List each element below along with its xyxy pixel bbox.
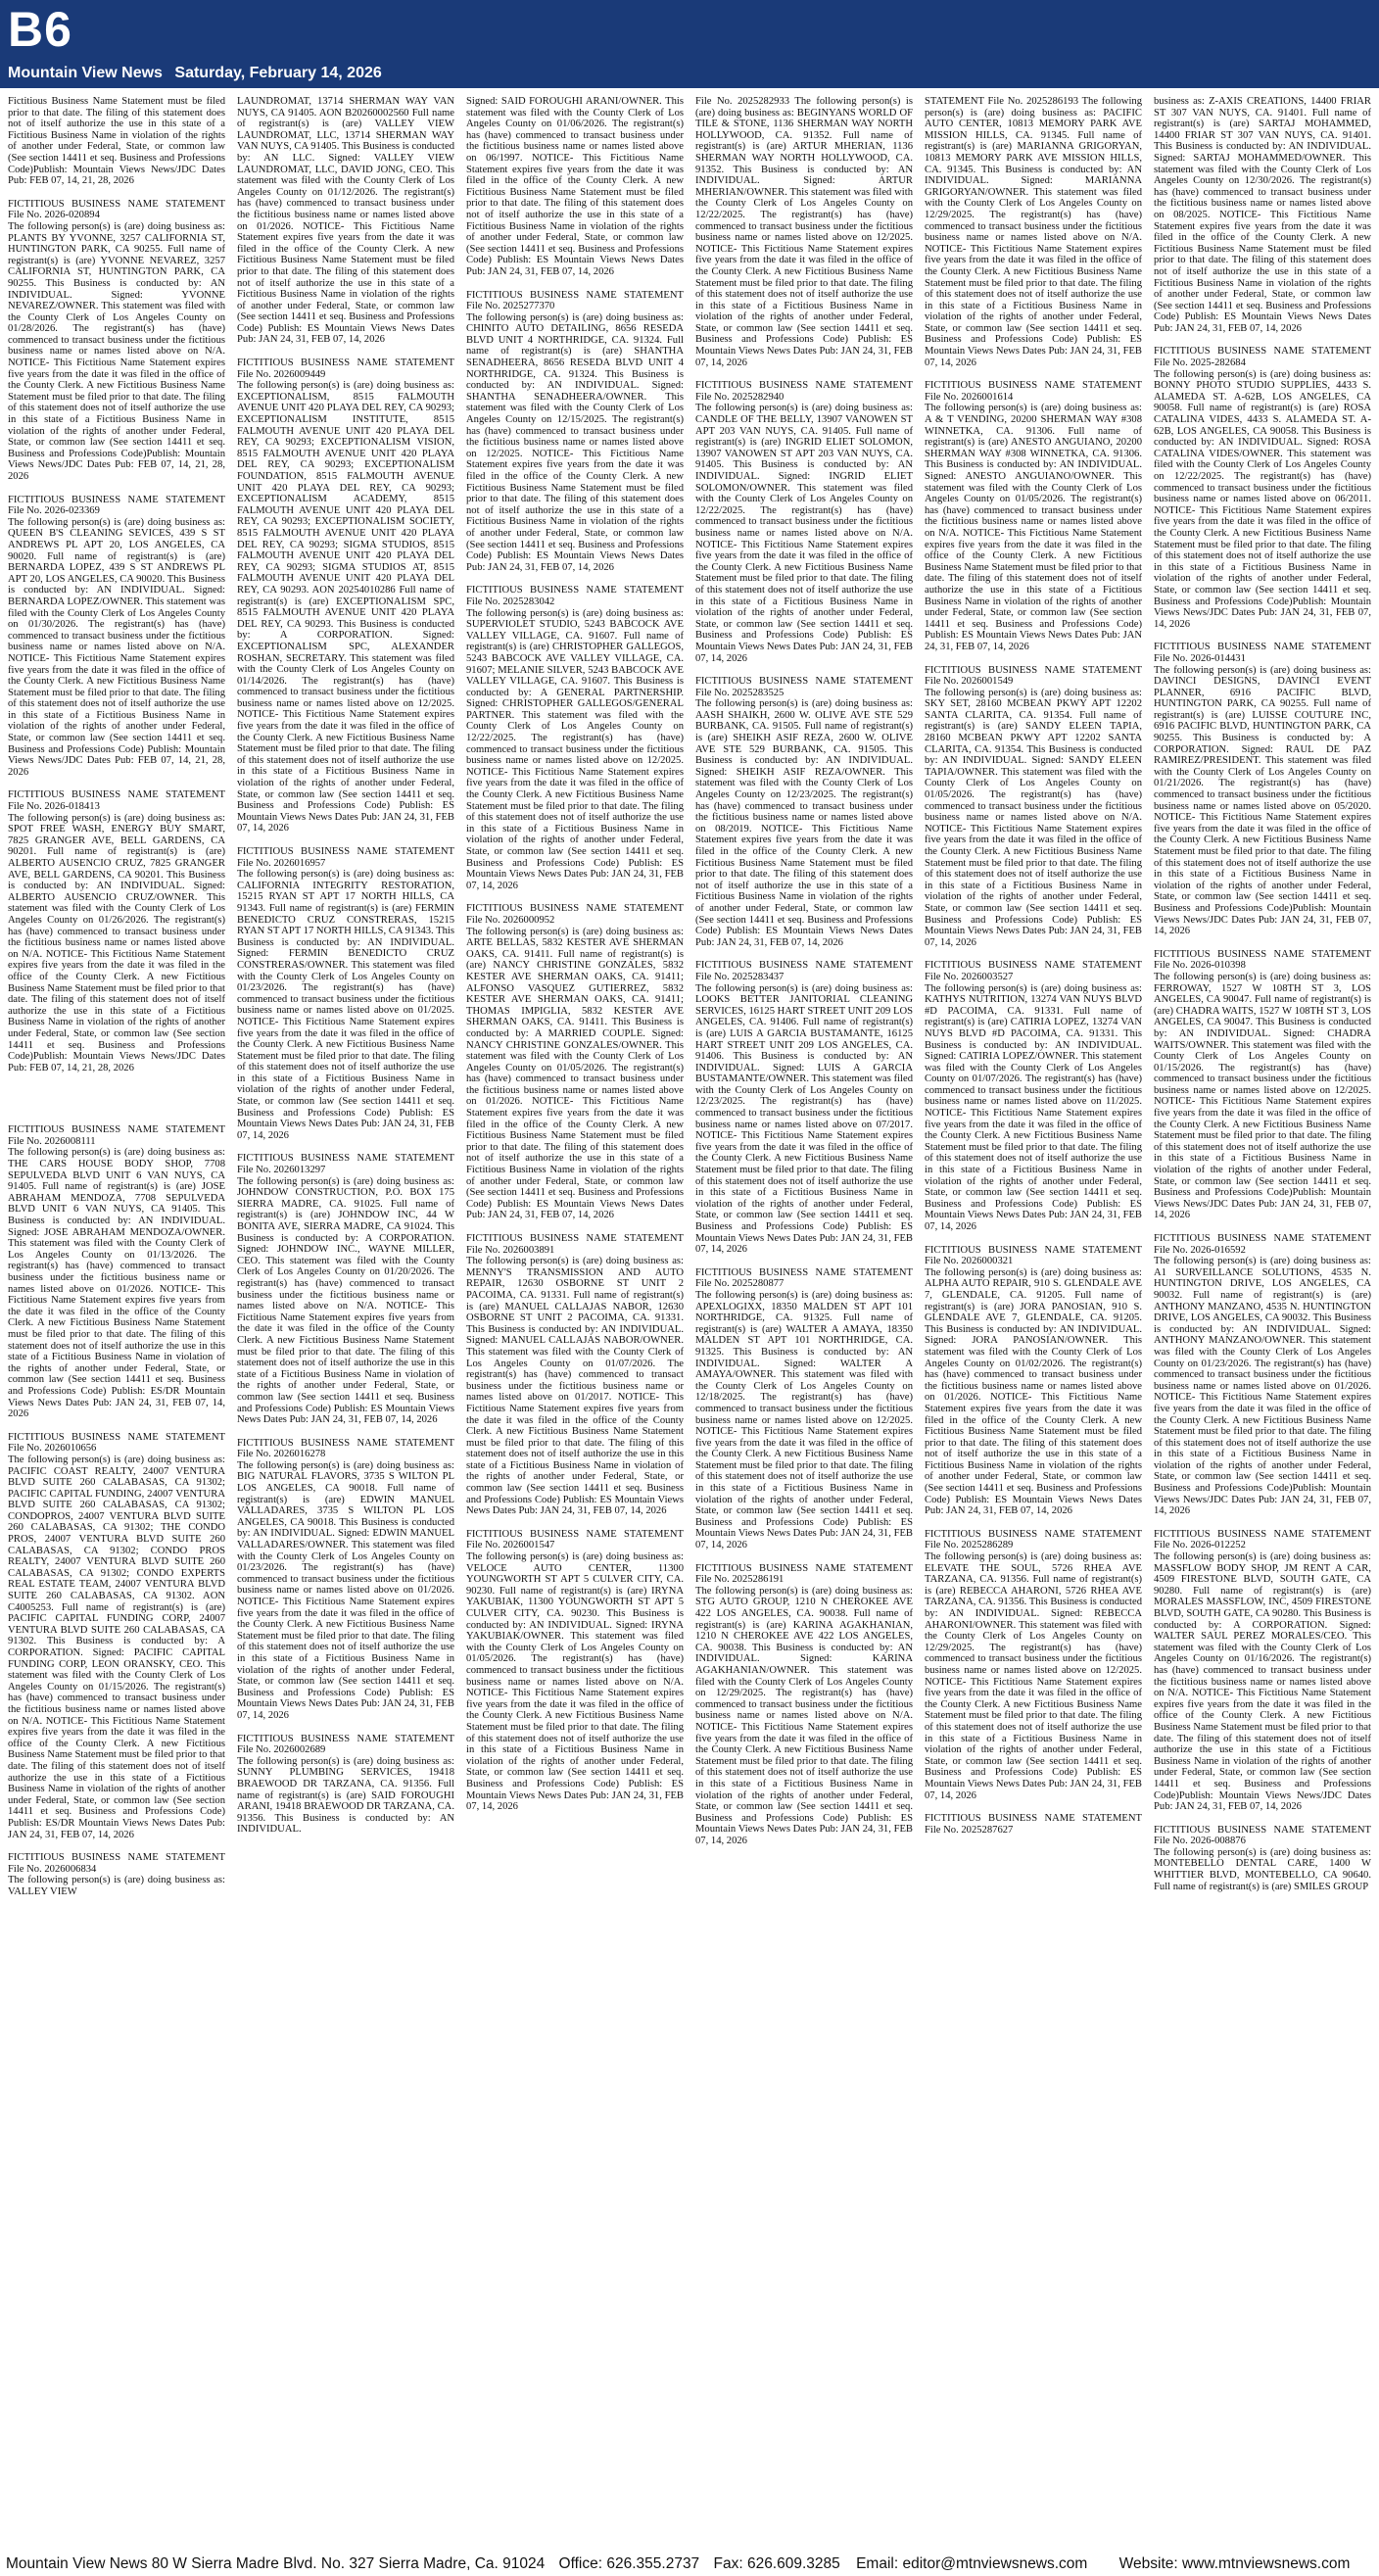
notice-heading: FICTITIOUS BUSINESS NAME STATEMENT File No. 2025286191 (695, 1562, 913, 1586)
notice-heading: FICTITIOUS BUSINESS NAME STATEMENT File No. 2026-023369 (8, 494, 225, 517)
notice-body: The following person(s) is (are) doing business as: STG AUTO GROUP, 1210 N CHEROKEE AVE 422 LOS ANGELES, CA. 90038. Full name of registrant(s) is (are) KARINA AGAKHANIAN, 1210 N CHEROKEE AVE 422 LOS ANGELES, CA. 90038. This Business is conducted by: AN INDIVIDUAL. Signed: KARINA AGAKHANIAN/OWNER. This statement was filed with the County Clerk of Los Angeles County on 12/29/2025. The registrant(s) has (have) commenced to transact business under the fictitious business name or names listed above on N/A. NOTICE- This Fictitious Name Statement expires five years from the date it was filed in the office of the County Clerk. A new Fictitious Business Name Statement must be filed prior to that date. The filing of this statement does not of itself authorize the use in this state of a Fictitious Business Name in violation of the rights of another under Federal, State, or common law (See section 14411 et seq. Business and Professions Code) Publish: ES Mountain Views News Dates Pub: JAN 24, 31, FEB 07, 14, 2026 (695, 1585, 913, 1846)
legal-notice (8, 1432, 225, 1840)
notice-body: business as: Z-AXIS CREATIONS, 14400 FRIAR ST 307 VAN NUYS, CA. 91401. Full name of registrant(s) is (are) SARTAJ MOHAMMED, 14400 FRIAR ST 307 VAN NUYS, CA. 91401. This Business is conducted by: AN INDIVIDUAL. Signed: SARTAJ MOHAMMED/OWNER. This statement was filed with the County Clerk of Los Angeles County on 12/30/2026. The registrant(s) has (have) commenced to transact business under the fictitious business name or names listed above on 08/2025. NOTICE- This Fictitious Name Statement expires five years from the date it was filed in the office of the County Clerk. A new Fictitious Business Name Statement must be filed prior to that date. The filing of this statement does not of itself authorize the use in this state of a Fictitious Business Name in violation of the rights of another under Federal, State, or common law (See section 14411 et seq. Business and Professions Code) Publish: ES Mountain Views News Dates Pub: JAN 24, 31, FEB 07, 14, 2026 (1154, 96, 1371, 334)
notice-heading: FICTITIOUS BUSINESS NAME STATEMENT File No. 2026000952 (466, 903, 684, 926)
notice-body: The following person(s) is (are) doing business as: SUPERVIOLET STUDIO, 5243 BABCOCK AVE VALLEY VILLAGE, CA. 91607. Full name of registrant(s) is (are) CHRISTOPHER GALLEGOS, 5243 BABCOCK AVE VALLEY VILLAGE, CA. 91607; MELANIE SILVER, 5243 BABCOCK AVE VALLEY VILLAGE, CA. 91607. This Business is conducted by: A GENERAL PARTNERSHIP. Signed: CHRISTOPHER GALLEGOS/GENERAL PARTNER. This statement was filed with the County Clerk of Los Angeles County on 12/22/2025. The registrant(s) has (have) commenced to transact business under the fictitious business name or names listed above on 12/2025. NOTICE- This Fictitious Name Statement expires five years from the date it was filed in the office of the County Clerk. A new Fictitious Business Name Statement must be filed prior to that date. The filing of this statement does not of itself authorize the use in this state of a Fictitious Business Name in violation of the rights of another under Federal, State, or common law (See section 14411 et seq. Business and Professions Code) Publish: ES Mountain Views News Dates Pub: JAN 24, 31, FEB 07, 14, 2026 (466, 607, 684, 891)
notice-body: The following person(s) is (are) doing business as: A & T VENDING, 20200 SHERMAN WAY #308 WINNETKA, CA. 91306. Full name of registrant(s) is (are) ANESTO ANGUIANO, 20200 SHERMAN WAY #308 WINNETKA, CA. 91306. This Business is conducted by: AN INDIVIDUAL. Signed: ANESTO ANGUIANO/OWNER. This statement was filed with the County Clerk of Los Angeles County on 01/05/2026. The registrant(s) has (have) commenced to transact business under the fictitious business name or names listed above on N/A. NOTICE- This Fictitious Name Statement expires five years from the date it was filed in the office of the County Clerk. A new Fictitious Business Name Statement must be filed prior to that date. The filing of this statement does not of itself authorize the use in this state of a Fictitious Business Name in violation of the rights of another under Federal, State, or common law (See section 14411 et seq. Business and Professions Code) Publish: ES Mountain Views News Dates Pub: JAN 24, 31, FEB 07, 14, 2026 (925, 403, 1142, 652)
column-6 (1154, 96, 1371, 2543)
notice-body: The following person(s) is (are) doing business as: CANDLE OF THE BELLY, 13907 VANOWEN ST APT 203 VAN NUYS, CA. 91405. Full name of registrant(s) is (are) INGRID ELIET SOLOMON, 13907 VANOWEN ST APT 203 VAN NUYS, CA. 91405. This Business is conducted by: AN INDIVIDUAL. Signed: INGRID ELIET SOLOMON/OWNER. This statement was filed with the County Clerk of Los Angeles County on 12/22/2025. The registrant(s) has (have) commenced to transact business under the fictitious business name or names listed above on N/A. NOTICE- This Fictitious Name Statement expires five years from the date it was filed in the office of the County Clerk. A new Fictitious Business Name Statement must be filed prior to that date. The filing of this statement does not of itself authorize the use in this state of a Fictitious Business Name in violation of the rights of another under Federal, State, or common law (See section 14411 et seq. Business and Professions Code) Publish: ES Mountain Views News Dates Pub: JAN 24, 31, FEB 07, 14, 2026 (695, 403, 913, 664)
notice-heading: FICTITIOUS BUSINESS NAME STATEMENT File No. 2026-020894 (8, 198, 225, 221)
legal-notice (1154, 346, 1371, 630)
notice-body: The following person(s) is (are) doing business as: CHINITO AUTO DETAILING, 8656 RESEDA BLVD UNIT 4 NORTHRIDGE, CA. 91324. Full name of registrant(s) is (are) SHANTHA SENADHEERA, 8656 RESEDA BLVD UNIT 4 NORTHRIDGE, CA. 91324. This Business is conducted by: AN INDIVIDUAL. Signed: SHANTHA SENADHEERA/OWNER. This statement was filed with the County Clerk of Los Angeles County on 12/15/2025. The registrant(s) has (have) commenced to transact business under the fictitious business name or names listed above on 12/2025. NOTICE- This Fictitious Name Statement expires five years from the date it was filed in the office of the County Clerk. A new Fictitious Business Name Statement must be filed prior to that date. The filing of this statement does not of itself authorize the use in this state of a Fictitious Business Name in violation of the rights of another under Federal, State, or common law (See section 14411 et seq. Business and Professions Code) Publish: ES Mountain Views News Dates Pub: JAN 24, 31, FEB 07, 14, 2026 (466, 311, 684, 573)
legal-notice (925, 665, 1142, 949)
legal-notice (925, 96, 1142, 368)
legal-notice (466, 96, 684, 278)
legal-notice (8, 789, 225, 1073)
notice-body: The following person(s) is (are) doing business as: A1 SURVEILLANCE SOLUTIONS, 4535 N. HUNTINGTON DRIVE, LOS ANGELES, CA 90032. Full name of registrant(s) is (are) ANTHONY MANZANO, 4535 N. HUNTINGTON DRIVE, LOS ANGELES, CA 90032. This Business is conducted by: AN INDIVIDUAL. Signed: ANTHONY MANZANO/OWNER. This statement was filed with the County Clerk of Los Angeles County on 01/23/2026. The registrant(s) has (have) commenced to transact business under the fictitious business name or names listed above on 01/2026. NOTICE- This Fictitious Name Statement expires five years from the date it was filed in the office of the County Clerk. A new Fictitious Business Name Statement must be filed prior to that date. The filing of this statement does not of itself authorize the use in this state of a Fictitious Business Name in violation of the rights of another under Federal, State, or common law (See section 14411 et seq. Business and Professions Code)Publish: Mountain Views News/JDC Dates Pub: JAN 24, 31, FEB 07, 14, 2026 (1154, 1256, 1371, 1517)
legal-notice (1154, 1233, 1371, 1517)
legal-notice (237, 1438, 454, 1722)
notice-heading: FICTITIOUS BUSINESS NAME STATEMENT File No. 2026-016592 (1154, 1233, 1371, 1256)
legal-notice (237, 358, 454, 835)
legal-notice (237, 846, 454, 1141)
footer-fax: Fax: 626.609.3285 (713, 2555, 840, 2572)
notice-heading: FICTITIOUS BUSINESS NAME STATEMENT File No. 2026006834 (8, 1852, 225, 1875)
column-5 (925, 96, 1142, 2543)
column-gap (8, 1085, 225, 1124)
column-1 (8, 96, 225, 2543)
notice-body: LAUNDROMAT, 13714 SHERMAN WAY VAN NUYS, CA 91405. AON B20260002560 Full name of registrant(s) is (are) VALLEY VIEW LAUNDROMAT, LLC, 13714 SHERMAN WAY VAN NUYS, CA 91405. This Business is conducted by: AN LLC. Signed: VALLEY VIEW LAUNDROMAT, LLC, DAVID JONG, CEO. This statement was filed with the County Clerk of Los Angeles County on 01/12/2026. The registrant(s) has (have) commenced to transact business under the fictitious business name or names listed above on 01/2026. NOTICE- This Fictitious Name Statement expires five years from the date it was filed in the office of the County Clerk. A new Fictitious Business Name Statement must be filed prior to that date. The filing of this statement does not of itself authorize the use in this state of a Fictitious Business Name in violation of the rights of another under Federal, State, or common law (See section 14411 et seq. Business and Professions Code) Publish: ES Mountain Views News Dates Pub: JAN 24, 31, FEB 07, 14, 2026 (237, 96, 454, 346)
legal-notices-columns (8, 96, 1371, 2543)
notice-heading: FICTITIOUS BUSINESS NAME STATEMENT File No. 2026009449 (237, 358, 454, 380)
legal-notice (925, 1529, 1142, 1801)
notice-body: The following person(s) is (are) doing business as: VALLEY VIEW (8, 1875, 225, 1897)
legal-notice (1154, 949, 1371, 1221)
notice-heading: FICTITIOUS BUSINESS NAME STATEMENT File No. 2025283525 (695, 676, 913, 698)
legal-notice (466, 903, 684, 1221)
notice-heading: FICTITIOUS BUSINESS NAME STATEMENT File No. 2025280877 (695, 1266, 913, 1290)
notice-heading: FICTITIOUS BUSINESS NAME STATEMENT File No. 2026016957 (237, 846, 454, 869)
notice-body: The following person(s) is (are) doing business as: PACIFIC COAST REALTY, 24007 VENTURA BLVD SUITE 260 CALABASAS, CA 91302; PACIFIC CAPITAL FUNDING, 24007 VENTURA BLVD SUITE 260 CALABASAS, CA 91302; CONDOPROS, 24007 VENTURA BLVD SUITE 260 CALABASAS, CA 91302; THE CONDO PROS, 24007 VENTURA BLVD SUITE 260 CALABASAS, CA 91302; CONDO PROS REALTY, 24007 VENTURA BLVD SUITE 260 CALABASAS, CA 91302; CONDO EXPERTS REAL ESTATE TEAM, 24007 VENTURA BLVD SUITE 260 CALABASAS, CA 91302. AON C4005253. Full name of registrant(s) is (are) PACIFIC CAPITAL FUNDING CORP, 24007 VENTURA BLVD SUITE 260 CALABASAS, CA 91302. This Business is conducted by: A CORPORATION. Signed: PACIFIC CAPITAL FUNDING CORP, LEON ORANSKY, CEO. This statement was filed with the County Clerk of Los Angeles County on 01/15/2026. The registrant(s) has (have) commenced to transact business under the fictitious business name or names listed above on N/A. NOTICE- This Fictitious Name Statement expires five years from the date it was filed in the office of the County Clerk. A new Fictitious Business Name Statement must be filed prior to that date. The filing of this statement does not of itself authorize the use in this state of a Fictitious Business Name in violation of the rights of another under Federal, State, or common law (See section 14411 et seq. Business and Professions Code) Publish: ES/DR Mountain Views News Dates Pub: JAN 24, 31, FEB 07, 14, 2026 (8, 1454, 225, 1840)
legal-notice (8, 495, 225, 779)
publication-name: Mountain View News (8, 65, 163, 81)
notice-body: The following person(s) is (are) doing business as: MASSFLOW BODY SHOP, JM RENT A CAR, 4509 FIRESTONE BLVD, SOUTH GATE, CA 90280. Full name of registrant(s) is (are) MORALES MASSFLOW, INC, 4509 FIRESTONE BLVD, SOUTH GATE, CA 90280. This Business is conducted by: A CORPORATION. Signed: WALTER SAUL PEREZ MORALES/CEO. This statement was filed with the County Clerk of Los Angeles County on 01/16/2026. The registrant(s) has (have) commenced to transact business under the fictitious business name or names listed above on N/A. NOTICE- This Fictitious Name Statement expires five years from the date it was filed in the office of the County Clerk. A new Fictitious Business Name Statement must be filed prior to that date. The filing of this statement does not of itself authorize the use in this state of a Fictitious Business Name in violation of the rights of another under Federal, State, or common law (See section 14411 et seq. Business and Professions Code)Publish: Mountain Views News/JDC Dates Pub: JAN 24, 31, FEB 07, 14, 2026 (1154, 1551, 1371, 1813)
notice-body: STATEMENT File No. 2025286193 The following person(s) is (are) doing business as: PACIFIC AUTO CENTER, 10813 MEMORY PARK AVE MISSION HILLS, CA. 91345. Full name of registrant(s) is (are) MARIANNA GRIGORYAN, 10813 MEMORY PARK AVE MISSION HILLS, CA. 91345. This Business is conducted by: AN INDIVIDUAL. Signed: MARIANNA GRIGORYAN/OWNER. This statement was filed with the County Clerk of Los Angeles County on 12/29/2025. The registrant(s) has (have) commenced to transact business under the fictitious business name or names listed above on N/A. NOTICE- This Fictitious Name Statement expires five years from the date it was filed in the office of the County Clerk. A new Fictitious Business Name Statement must be filed prior to that date. The filing of this statement does not of itself authorize the use in this state of a Fictitious Business Name in violation of the rights of another under Federal, State, or common law (See section 14411 et seq. Business and Professions Code) Publish: ES Mountain Views News Dates Pub: JAN 24, 31, FEB 07, 14, 2026 (925, 96, 1142, 368)
legal-notice (8, 1124, 225, 1419)
issue-date: Saturday, February 14, 2026 (174, 65, 382, 81)
notice-heading: FICTITIOUS BUSINESS NAME STATEMENT File No. 2025287627 (925, 1813, 1142, 1836)
notice-heading: FICTITIOUS BUSINESS NAME STATEMENT File No. 2026001549 (925, 664, 1142, 688)
legal-notice (237, 1153, 454, 1425)
footer-website[interactable]: Website: www.mtnviewsnews.com (1118, 2555, 1351, 2572)
notice-heading: FICTITIOUS BUSINESS NAME STATEMENT File No. 2026003891 (466, 1233, 684, 1256)
notice-heading: FICTITIOUS BUSINESS NAME STATEMENT File No. 2025286289 (925, 1528, 1142, 1551)
legal-notice (1154, 642, 1371, 936)
legal-notice (1154, 1529, 1371, 1813)
legal-notice (925, 1245, 1142, 1517)
notice-body: The following person(s) is (are) doing business as: ALPHA AUTO REPAIR, 910 S. GLENDALE AVE 7, GLENDALE, CA. 91205. Full name of registrant(s) is (are) JORA PANOSIAN, 910 S. GLENDALE AVE 7, GLENDALE, CA. 91205. This Business is conducted by: AN INDIVIDUAL. Signed: JORA PANOSIAN/OWNER. This statement was filed with the County Clerk of Los Angeles County on 01/02/2026. The registrant(s) has (have) commenced to transact business under the fictitious business name or names listed above on 01/2026. NOTICE- This Fictitious Name Statement expires five years from the date it was filed in the office of the County Clerk. A new Fictitious Business Name Statement must be filed prior to that date. The filing of this statement does not of itself authorize the use in this state of a Fictitious Business Name in violation of the rights of another under Federal, State, or common law (See section 14411 et seq. Business and Professions Code) Publish: ES Mountain Views News Dates Pub: JAN 24, 31, FEB 07, 14, 2026 (925, 1266, 1142, 1517)
notice-body: The following person(s) is (are) doing business as: SPOT FREE WASH, ENERGY BUY SMART, 7825 GRANGER AVE, BELL GARDENS, CA 90201. Full name of registrant(s) is (are) ALBERTO AUSENCIO CRUZ, 7825 GRANGER AVE, BELL GARDENS, CA 90201. This Business is conducted by: AN INDIVIDUAL. Signed: ALBERTO AUSENCIO CRUZ/OWNER. This statement was filed with the County Clerk of Los Angeles County on 01/26/2026. The registrant(s) has (have) commenced to transact business under the fictitious business name or names listed above on N/A. NOTICE- This Fictitious Name Statement expires five years from the date it was filed in the office of the County Clerk. A new Fictitious Business Name Statement must be filed prior to that date. The filing of this statement does not of itself authorize the use in this state of a Fictitious Business Name in violation of the rights of another under Federal, State, or common law (See section 14411 et seq. Business and Professions Code)Publish: Mountain Views News/JDC Dates Pub: FEB 07, 14, 21, 28, 2026 (8, 812, 225, 1073)
notice-body: The following person(s) is (are) doing business as: PLANTS BY YVONNE, 3257 CALIFORNIA ST, HUNTINGTON PARK, CA 90255. Full name of registrant(s) is (are) YVONNE NEVAREZ, 3257 CALIFORNIA ST, HUNTINGTON PARK, CA 90255. This Business is conducted by: AN INDIVIDUAL. Signed: YVONNE NEVAREZ/OWNER. This statement was filed with the County Clerk of Los Angeles County on 01/28/2026. The registrant(s) has (have) commenced to transact business under the fictitious business name or names listed above on N/A. NOTICE- This Fictitious Name Statement expires five years from the date it was filed in the office of the County Clerk. A new Fictitious Business Name Statement must be filed prior to that date. The filing of this statement does not of itself authorize the use in this state of a Fictitious Business Name in violation of the rights of another under Federal, State, or common law (See section 14411 et seq. Business and Professions Code)Publish: Mountain Views News/JDC Dates Pub: FEB 07, 14, 21, 28, 2026 (8, 220, 225, 482)
notice-body: The following person(s) is (are) doing business as: KATHYS NUTRITION, 13274 VAN NUYS BLVD #D PACOIMA, CA. 91331. Full name of registrant(s) is (are) CATIRIA LOPEZ, 13274 VAN NUYS BLVD #D PACOIMA, CA. 91331. This Business is conducted by: AN INDIVIDUAL. Signed: CATIRIA LOPEZ/OWNER. This statement was filed with the County Clerk of Los Angeles County on 01/07/2026. The registrant(s) has (have) commenced to transact business under the fictitious business name or names listed above on 11/2025. NOTICE- This Fictitious Name Statement expires five years from the date it was filed in the office of the County Clerk. A new Fictitious Business Name Statement must be filed prior to that date. The filing of this statement does not of itself authorize the use in this state of a Fictitious Business Name in violation of the rights of another under Federal, State, or common law (See section 14411 et seq. Business and Professions Code) Publish: ES Mountain Views News Dates Pub: JAN 24, 31, FEB 07, 14, 2026 (925, 982, 1142, 1232)
masthead-bar (0, 0, 1379, 88)
legal-notice (8, 199, 225, 483)
page-number: B6 (8, 2, 72, 57)
notice-body: The following person(s) is (are) doing business as: JOHNDOW CONSTRUCTION, P.O. BOX 175 SIERRA MADRE, CA. 91025. Full name of registrant(s) is (are) JOHNDOW INC, 44 W BONITA AVE, SIERRA MADRE, CA 91024. This Business is conducted by: A CORPORATION. Signed: JOHNDOW INC., WAYNE MILLER, CEO. This statement was filed with the County Clerk of Los Angeles County on 01/20/2026. The registrant(s) has (have) commenced to transact business under the fictitious business name or names listed above on N/A. NOTICE- This Fictitious Name Statement expires five years from the date it was filed in the office of the County Clerk. A new Fictitious Business Name Statement must be filed prior to that date. The filing of this statement does not of itself authorize the use in this state of a Fictitious Business Name in violation of the rights of another under Federal, State, or common law (See section 14411 et seq. Business and Professions Code) Publish: ES Mountain Views News Dates Pub: JAN 24, 31, FEB 07, 14, 2026 (237, 1175, 454, 1426)
notice-body: The following person(s) is (are) doing business as: DAVINCI DESIGNS, DAVINCI EVENT PLANNER, 6916 PACIFIC BLVD, HUNTINGTON PARK, CA 90255. Full name of registrant(s) is (are) LUISSE COUTURE INC, 6916 PACIFIC BLVD, HUNTINGTON PARK, CA 90255. This Business is conducted by: A CORPORATION. Signed: RAUL DE PAZ RAMIREZ/PRESIDENT. This statement was filed with the County Clerk of Los Angeles County on 01/21/2026. The registrant(s) has (have) commenced to transact business under the fictitious business name or names listed above on 05/2020. NOTICE- This Fictitious Name Statement expires five years from the date it was filed in the office of the County Clerk. A new Fictitious Business Name Statement must be filed prior to that date. The filing of this statement does not of itself authorize the use in this state of a Fictitious Business Name in violation of the rights of another under Federal, State, or common law (See section 14411 et seq. Business and Professions Code)Publish: Mountain Views News/JDC Dates Pub: JAN 24, 31, FEB 07, 14, 2026 (1154, 664, 1371, 937)
notice-body: The following person(s) is (are) doing business as: CALIFORNIA INTEGRITY RESTORATION, 15215 RYAN ST APT 17 NORTH HILLS, CA 91343. Full name of registrant(s) is (are) FERMIN BENEDICTO CRUZ CONSTRERAS, 15215 RYAN ST APT 17 NORTH HILLS, CA 91343. This Business is conducted by: AN INDIVIDUAL. Signed: FERMIN BENEDICTO CRUZ CONSTRERAS/OWNER. This statement was filed with the County Clerk of Los Angeles County on 01/23/2026. The registrant(s) has (have) commenced to transact business under the fictitious business name or names listed above on 01/2025. NOTICE- This Fictitious Name Statement expires five years from the date it was filed in the office of the County Clerk. A new Fictitious Business Name Statement must be filed prior to that date. The filing of this statement does not of itself authorize the use in this state of a Fictitious Business Name in violation of the rights of another under Federal, State, or common law (See section 14411 et seq. Business and Professions Code) Publish: ES Mountain Views News Dates Pub: JAN 24, 31, FEB 07, 14, 2026 (237, 869, 454, 1141)
notice-heading: FICTITIOUS BUSINESS NAME STATEMENT File No. 2025283042 (466, 585, 684, 607)
column-3 (466, 96, 684, 2543)
legal-notice (695, 380, 913, 664)
notice-body: Fictitious Business Name Statement must be filed prior to that date. The filing of this statement does not of itself authorize the use in this state of a Fictitious Business Name in violation of the rights of another under Federal, State, or common law (See section 14411 et seq. Business and Professions Code)Publish: Mountain Views News/JDC Dates Pub: FEB 07, 14, 21, 28, 2026 (8, 96, 225, 187)
notice-body: The following person(s) is (are) doing business as: APEXLOGIXX, 18350 MALDEN ST APT 101 NORTHRIDGE, CA. 91325. Full name of registrant(s) is (are) WALTER A AMAYA, 18350 MALDEN ST APT 101 NORTHRIDGE, CA. 91325. This Business is conducted by: AN INDIVIDUAL. Signed: WALTER A AMAYA/OWNER. This statement was filed with the County Clerk of Los Angeles County on 12/18/2025. The registrant(s) has (have) commenced to transact business under the fictitious business name or names listed above on 12/2025. NOTICE- This Fictitious Name Statement expires five years from the date it was filed in the office of the County Clerk. A new Fictitious Business Name Statement must be filed prior to that date. The filing of this statement does not of itself authorize the use in this state of a Fictitious Business Name in violation of the rights of another under Federal, State, or common law (See section 14411 et seq. Business and Professions Code) Publish: ES Mountain Views News Dates Pub: JAN 24, 31, FEB 07, 14, 2026 (695, 1289, 913, 1551)
legal-notice (695, 1267, 913, 1551)
notice-body: The following person(s) is (are) doing business as: MENNY'S TRANSMISSION AND AUTO REPAIR, 12630 OSBORNE ST UNIT 2 PACOIMA, CA. 91331. Full name of registrant(s) is (are) MANUEL CALLAJAS NABOR, 12630 OSBORNE ST UNIT 2 PACOIMA, CA. 91331. This Business is conducted by: AN INDIVIDUAL. Signed: MANUEL CALLAJAS NABOR/OWNER. This statement was filed with the County Clerk of Los Angeles County on 01/07/2026. The registrant(s) has (have) commenced to transact business under the fictitious business name or names listed above on 01/2017. NOTICE- This Fictitious Name Statement expires five years from the date it was filed in the office of the County Clerk. A new Fictitious Business Name Statement must be filed prior to that date. The filing of this statement does not of itself authorize the use in this state of a Fictitious Business Name in violation of the rights of another under Federal, State, or common law (See section 14411 et seq. Business and Professions Code) Publish: ES Mountain Views News Dates Pub: JAN 24, 31, FEB 07, 14, 2026 (466, 1256, 684, 1517)
notice-body: The following person(s) is (are) doing business as: ELEVATE THE SOUL, 5726 RHEA AVE TARZANA, CA. 91356. Full name of registrant(s) is (are) REBECCA AHARONI, 5726 RHEA AVE TARZANA, CA. 91356. This Business is conducted by: AN INDIVIDUAL. Signed: REBECCA AHARONI/OWNER. This statement was filed with the County Clerk of Los Angeles County on 12/29/2025. The registrant(s) has (have) commenced to transact business under the fictitious business name or names listed above on 12/2025. NOTICE- This Fictitious Name Statement expires five years from the date it was filed in the office of the County Clerk. A new Fictitious Business Name Statement must be filed prior to that date. The filing of this statement does not of itself authorize the use in this state of a Fictitious Business Name in violation of the rights of another under Federal, State, or common law (See section 14411 et seq. Business and Professions Code) Publish: ES Mountain Views News Dates Pub: JAN 24, 31, FEB 07, 14, 2026 (925, 1551, 1142, 1801)
column-2 (237, 96, 454, 2543)
footer-address: Mountain View News 80 W Sierra Madre Blvd. No. 327 Sierra Madre, Ca. 91024 (6, 2555, 546, 2572)
notice-body: The following person(s) is (are) doing business as: BIG NATURAL FLAVORS, 3735 S WILTON PL LOS ANGELES, CA 90018. Full name of registrant(s) is (are) EDWIN MANUEL VALLADARES, 3735 S WILTON PL LOS ANGELES, CA 90018. This Business is conducted by: AN INDIVIDUAL. Signed: EDWIN MANUEL VALLADARES/OWNER. This statement was filed with the County Clerk of Los Angeles County on 01/23/2026. The registrant(s) has (have) commenced to transact business under the fictitious business name or names listed above on 01/2026. NOTICE- This Fictitious Name Statement expires five years from the date it was filed in the office of the County Clerk. A new Fictitious Business Name Statement must be filed prior to that date. The filing of this statement does not of itself authorize the use in this state of a Fictitious Business Name in violation of the rights of another under Federal, State, or common law (See section 14411 et seq. Business and Professions Code) Publish: ES Mountain Views News Dates Pub: JAN 24, 31, FEB 07, 14, 2026 (237, 1459, 454, 1721)
notice-heading: FICTITIOUS BUSINESS NAME STATEMENT File No. 2026-008876 (1154, 1824, 1371, 1847)
legal-notice (237, 1734, 454, 1836)
notice-heading: FICTITIOUS BUSINESS NAME STATEMENT File No. 2026008111 (8, 1124, 225, 1147)
column-4 (695, 96, 913, 2543)
notice-body: The following person(s) is (are) doing business as: ARTE BELLAS, 5832 KESTER AVE SHERMAN OAKS, CA. 91411. Full name of registrant(s) is (are) NANCY CHRISTINE GONZALES, 5832 KESTER AVE SHERMAN OAKS, CA. 91411; ALFONSO VASQUEZ GUTIERREZ, 5832 KESTER AVE SHERMAN OAKS, CA. 91411; THOMAS IMPIGLIA, 5832 KESTER AVE SHERMAN OAKS, CA. 91411. This Business is conducted by: A MARRIED COUPLE. Signed: NANCY CHRISTINE GONZALES/OWNER. This statement was filed with the County Clerk of Los Angeles County on 01/05/2026. The registrant(s) has (have) commenced to transact business under the fictitious business name or names listed above on 01/2026. NOTICE- This Fictitious Name Statement expires five years from the date it was filed in the office of the County Clerk. A new Fictitious Business Name Statement must be filed prior to that date. The filing of this statement does not of itself authorize the use in this state of a Fictitious Business Name in violation of the rights of another under Federal, State, or common law (See section 14411 et seq. Business and Professions Code) Publish: ES Mountain Views News Dates Pub: JAN 24, 31, FEB 07, 14, 2026 (466, 926, 684, 1221)
legal-notice (8, 96, 225, 187)
notice-body: File No. 2025282933 The following person(s) is (are) doing business as: BEGINYANS WORLD OF TILE & STONE, 1136 SHERMAN WAY NORTH HOLLYWOOD, CA. 91352. Full name of registrant(s) is (are) ARTUR MHERIAN, 1136 SHERMAN WAY NORTH HOLLYWOOD, CA. 91352. This Business is conducted by: AN INDIVIDUAL. Signed: ARTUR MHERIAN/OWNER. This statement was filed with the County Clerk of Los Angeles County on 12/22/2025. The registrant(s) has (have) commenced to transact business under the fictitious business name or names listed above on 12/2025. NOTICE- This Fictitious Name Statement expires five years from the date it was filed in the office of the County Clerk. A new Fictitious Business Name Statement must be filed prior to that date. The filing of this statement does not of itself authorize the use in this state of a Fictitious Business Name in violation of the rights of another under Federal, State, or common law (See section 14411 et seq. Business and Professions Code) Publish: ES Mountain Views News Dates Pub: JAN 24, 31, FEB 07, 14, 2026 (695, 96, 913, 368)
notice-heading: FICTITIOUS BUSINESS NAME STATEMENT File No. 2025277370 (466, 289, 684, 312)
notice-heading: FICTITIOUS BUSINESS NAME STATEMENT File No. 2025-282684 (1154, 346, 1371, 369)
notice-body: The following person(s) is (are) doing business as: SUNNY PLUMBING SERVICES, 19418 BRAEWOOD DR TARZANA, CA. 91356. Full name of registrant(s) is (are) SAID FOROUGHI ARANI, 19418 BRAEWOOD DR TARZANA, CA. 91356. This Business is conducted by: AN INDIVIDUAL. (237, 1755, 454, 1836)
notice-heading: FICTITIOUS BUSINESS NAME STATEMENT File No. 2026010656 (8, 1431, 225, 1455)
notice-body: The following person(s) is (are) doing business as: MONTEBELLO DENTAL CARE, 1400 W WHITTIER BLVD, MONTEBELLO, CA 90640. Full name of registrant(s) is (are) SMILES GROUP (1154, 1846, 1371, 1892)
legal-notice (466, 585, 684, 891)
notice-body: Signed: SAID FOROUGHI ARANI/OWNER. This statement was filed with the County Clerk of Los Angeles County on 01/06/2026. The registrant(s) has (have) commenced to transact business under the fictitious business name or names listed above on 06/1997. NOTICE- This Fictitious Name Statement expires five years from the date it was filed in the office of the County Clerk. A new Fictitious Business Name Statement must be filed prior to that date. The filing of this statement does not of itself authorize the use in this state of a Fictitious Business Name in violation of the rights of another under Federal, State, or common law (See section 14411 et seq. Business and Professions Code) Publish: ES Mountain Views News Dates Pub: JAN 24, 31, FEB 07, 14, 2026 (466, 96, 684, 277)
notice-heading: FICTITIOUS BUSINESS NAME STATEMENT File No. 2026-010398 (1154, 948, 1371, 972)
notice-body: The following person(s) is (are) doing business as: SKY SET, 28160 MCBEAN PKWY APT 12202 SANTA CLARITA, CA. 91354. Full name of registrant(s) is (are) SANDY ELEEN TAPIA, 28160 MCBEAN PKWY APT 12202 SANTA CLARITA, CA. 91354. This Business is conducted by: AN INDIVIDUAL. Signed: SANDY ELEEN TAPIA/OWNER. This statement was filed with the County Clerk of Los Angeles County on 01/05/2026. The registrant(s) has (have) commenced to transact business under the fictitious business name or names listed above on N/A. NOTICE- This Fictitious Name Statement expires five years from the date it was filed in the office of the County Clerk. A new Fictitious Business Name Statement must be filed prior to that date. The filing of this statement does not of itself authorize the use in this state of a Fictitious Business Name in violation of the rights of another under Federal, State, or common law (See section 14411 et seq. Business and Professions Code) Publish: ES Mountain Views News Dates Pub: JAN 24, 31, FEB 07, 14, 2026 (925, 687, 1142, 948)
notice-body: The following person(s) is (are) doing business as: BONNY PHOTO STUDIO SUPPLIES, 4433 S. ALAMEDA ST. A-62B, LOS ANGELES, CA 90058. Full name of registrant(s) is (are) ROSA CATALINA VIDES, 4433 S. ALAMEDA ST. A-62B, LOS ANGELES, CA 90058. This Business is conducted by: AN INDIVIDUAL. Signed: ROSA CATALINA VIDES/OWNER. This statement was filed with the County Clerk of Los Angeles County on 12/22/2025. The registrant(s) has (have) commenced to transact business under the fictitious business name or names listed above on 06/2011. NOTICE- This Fictitious Name Statement expires five years from the date it was filed in the office of the County Clerk. A new Fictitious Business Name Statement must be filed prior to that date. The filing of this statement does not of itself authorize the use in this state of a Fictitious Business Name in violation of the rights of another under Federal, State, or common law (See section 14411 et seq. Business and Professions Code)Publish: Mountain Views News/JDC Dates Pub: JAN 24, 31, FEB 07, 14, 2026 (1154, 368, 1371, 630)
notice-heading: FICTITIOUS BUSINESS NAME STATEMENT File No. 2026003527 (925, 960, 1142, 982)
legal-notice (466, 1233, 684, 1517)
legal-notice (695, 1563, 913, 1847)
notice-body: The following person(s) is (are) doing business as: QUEEN B'S CLEANING SEVICES, 439 S ST ANDREWS PL APT 20, LOS ANGELES, CA 90020. Full name of registrant(s) is (are) BERNARDA LOPEZ, 439 S ST ANDREWS PL APT 20, LOS ANGELES, CA 90020. This Business is conducted by: AN INDIVIDUAL. Signed: BERNARDA LOPEZ/OWNER. This statement was filed with the County Clerk of Los Angeles County on 01/30/2026. The registrant(s) has (have) commenced to transact business under the fictitious business name or names listed above on N/A. NOTICE- This Fictitious Name Statement expires five years from the date it was filed in the office of the County Clerk. A new Fictitious Business Name Statement must be filed prior to that date. The filing of this statement does not of itself authorize the use in this state of a Fictitious Business Name in violation of the rights of another under Federal, State, or common law (See section 14411 et seq. Business and Professions Code) Publish: Mountain Views News/JDC Dates Pub: FEB 07, 14, 21, 28, 2026 (8, 516, 225, 778)
notice-body: The following person(s) is (are) doing business as: THE CARS HOUSE BODY SHOP, 7708 SEPULVEDA BLVD UNIT 6 VAN NUYS, CA 91405. Full name of registrant(s) is (are) JOSE ABRAHAM MENDOZA, 7708 SEPULVEDA BLVD UNIT 6 VAN NUYS, CA 91405. This Business is conducted by: AN INDIVIDUAL. Signed: JOSE ABRAHAM MENDOZA/OWNER. This statement was filed with the County Clerk of Los Angeles County on 01/13/2026. The registrant(s) has (have) commenced to transact business under the fictitious business name or names listed above on 01/2026. NOTICE- This Fictitious Name Statement expires five years from the date it was filed in the office of the County Clerk. A new Fictitious Business Name Statement must be filed prior to that date. The filing of this statement does not of itself authorize the use in this state of a Fictitious Business Name in violation of the rights of another under Federal, State, or common law (See section 14411 et seq. Business and Professions Code) Publish: ES/DR Mountain Views News Dates Pub: JAN 24, 31, FEB 07, 14, 2026 (8, 1147, 225, 1420)
notice-heading: FICTITIOUS BUSINESS NAME STATEMENT File No. 2025282940 (695, 380, 913, 403)
notice-body: The following person(s) is (are) doing business as: AASH SHAIKH, 2600 W. OLIVE AVE STE 529 BURBANK, CA. 91505. Full name of registrant(s) is (are) SHEIKH ASIF REZA, 2600 W. OLIVE AVE STE 529 BURBANK, CA. 91505. This Business is conducted by: AN INDIVIDUAL. Signed: SHEIKH ASIF REZA/OWNER. This statement was filed with the County Clerk of Los Angeles County on 12/23/2025. The registrant(s) has (have) commenced to transact business under the fictitious business name or names listed above on 08/2019. NOTICE- This Fictitious Name Statement expires five years from the date it was filed in the office of the County Clerk. A new Fictitious Business Name Statement must be filed prior to that date. The filing of this statement does not of itself authorize the use in this state of a Fictitious Business Name in violation of the rights of another under Federal, State, or common law (See section 14411 et seq. Business and Professions Code) Publish: ES Mountain Views News Dates Pub: JAN 24, 31, FEB 07, 14, 2026 (695, 698, 913, 948)
legal-notice (237, 96, 454, 346)
legal-notice (8, 1852, 225, 1897)
notice-heading: FICTITIOUS BUSINESS NAME STATEMENT File No. 2025283437 (695, 960, 913, 982)
legal-notice (695, 96, 913, 368)
legal-notice (695, 960, 913, 1255)
footer-email[interactable]: Email: editor@mtnviewsnews.com (856, 2555, 1088, 2572)
notice-heading: FICTITIOUS BUSINESS NAME STATEMENT File No. 2026-014431 (1154, 642, 1371, 664)
legal-notice (1154, 96, 1371, 334)
notice-heading: FICTITIOUS BUSINESS NAME STATEMENT File No. 2026000321 (925, 1244, 1142, 1267)
notice-heading: FICTITIOUS BUSINESS NAME STATEMENT File No. 2026-018413 (8, 789, 225, 813)
notice-body: The following person(s) is (are) doing business as: FERROWAY, 1527 W 108TH ST 3, LOS ANGELES, CA 90047. Full name of registrant(s) is (are) CHADRA WAITS, 1527 W 108TH ST 3, LOS ANGELES, CA 90047. This Business is conducted by: AN INDIVIDUAL. Signed: CHADRA WAITS/OWNER. This statement was filed with the County Clerk of Los Angeles County on 01/15/2026. The registrant(s) has (have) commenced to transact business under the fictitious business name or names listed above on 12/2025. NOTICE- This Fictitious Name Statement expires five years from the date it was filed in the office of the County Clerk. A new Fictitious Business Name Statement must be filed prior to that date. The filing of this statement does not of itself authorize the use in this state of a Fictitious Business Name in violation of the rights of another under Federal, State, or common law (See section 14411 et seq. Business and Professions Code)Publish: Mountain Views News/JDC Dates Pub: JAN 24, 31, FEB 07, 14, 2026 (1154, 971, 1371, 1221)
legal-notice (925, 1813, 1142, 1836)
legal-notice (925, 960, 1142, 1232)
notice-heading: FICTITIOUS BUSINESS NAME STATEMENT File No. 2026001614 (925, 380, 1142, 403)
page-footer (0, 2552, 1379, 2576)
legal-notice (466, 290, 684, 574)
notice-body: The following person(s) is (are) doing business as: EXCEPTIONALISM, 8515 FALMOUTH AVENUE UNIT 420 PLAYA DEL REY, CA 90293; EXCEPTIONALISM INSTITUTE, 8515 FALMOUTH AVENUE UNIT 420 PLAYA DEL REY, CA 90293; EXCEPTIONALISM VISION, 8515 FALMOUTH AVENUE UNIT 420 PLAYA DEL REY, CA 90293; EXCEPTIONALISM FOUNDATION, 8515 FALMOUTH AVENUE UNIT 420 PLAYA DEL REY, CA 90293; EXCEPTIONALISM ACADEMY, 8515 FALMOUTH AVENUE UNIT 420 PLAYA DEL REY, CA 90293; EXCEPTIONALISM SOCIETY, 8515 FALMOUTH AVENUE UNIT 420 PLAYA DEL REY, CA 90293; SIGMA STUDIOS, 8515 FALMOUTH AVENUE UNIT 420 PLAYA DEL REY, CA 90293; SIGMA STUDIOS AT, 8515 FALMOUTH AVENUE UNIT 420 PLAYA DEL REY, CA 90293. AON 20254010286 Full name of registrant(s) is (are) EXCEPTIONALISM SPC, 8515 FALMOUTH AVENUE UNIT 420 PLAYA DEL REY, CA 90293. This Business is conducted by: A CORPORATION. Signed: EXCEPTIONALISM SPC, ALEXANDER ROSHAN, SECRETARY. This statement was filed with the County Clerk of Los Angeles County on 01/14/2026. The registrant(s) has (have) commenced to transact business under the fictitious business name or names listed above on 12/2025. NOTICE- This Fictitious Name Statement expires five years from the date it was filed in the office of the County Clerk. A new Fictitious Business Name Statement must be filed prior to that date. The filing of this statement does not of itself authorize the use in this state of a Fictitious Business Name in violation of the rights of another under Federal, State, or common law (See section 14411 et seq. Business and Professions Code) Publish: ES Mountain Views News Dates Pub: JAN 24, 31, FEB 07, 14, 2026 (237, 380, 454, 835)
notice-body: The following person(s) is (are) doing business as: LOOKS BETTER JANITORIAL CLEANING SERVICES, 16125 HART STREET UNIT 209 LOS ANGELES, CA. 91406. Full name of registrant(s) is (are) LUIS A GARCIA BUSTAMANTE, 16125 HART STREET UNIT 209 LOS ANGELES, CA. 91406. This Business is conducted by: AN INDIVIDUAL. Signed: LUIS A GARCIA BUSTAMANTE/OWNER. This statement was filed with the County Clerk of Los Angeles County on 12/23/2025. The registrant(s) has (have) commenced to transact business under the fictitious business name or names listed above on 07/2017. NOTICE- This Fictitious Name Statement expires five years from the date it was filed in the office of the County Clerk. A new Fictitious Business Name Statement must be filed prior to that date. The filing of this statement does not of itself authorize the use in this state of a Fictitious Business Name in violation of the rights of another under Federal, State, or common law (See section 14411 et seq. Business and Professions Code) Publish: ES Mountain Views News Dates Pub: JAN 24, 31, FEB 07, 14, 2026 (695, 982, 913, 1256)
notice-heading: FICTITIOUS BUSINESS NAME STATEMENT File No. 2026001547 (466, 1528, 684, 1551)
legal-notice (466, 1529, 684, 1813)
notice-heading: FICTITIOUS BUSINESS NAME STATEMENT File No. 2026002689 (237, 1733, 454, 1756)
notice-heading: FICTITIOUS BUSINESS NAME STATEMENT File No. 2026016278 (237, 1437, 454, 1460)
legal-notice (695, 676, 913, 948)
notice-body: The following person(s) is (are) doing business as: VELOCE AUTO CENTER, 11300 YOUNGWORTH ST APT 5 CULVER CITY, CA. 90230. Full name of registrant(s) is (are) IRYNA YAKUBIAK, 11300 YOUNGWORTH ST APT 5 CULVER CITY, CA. 90230. This Business is conducted by: AN INDIVIDUAL. Signed: IRYNA YAKUBIAK/OWNER. This statement was filed with the County Clerk of Los Angeles County on 01/05/2026. The registrant(s) has (have) commenced to transact business under the fictitious business name or names listed above on N/A. NOTICE- This Fictitious Name Statement expires five years from the date it was filed in the office of the County Clerk. A new Fictitious Business Name Statement must be filed prior to that date. The filing of this statement does not of itself authorize the use in this state of a Fictitious Business Name in violation of the rights of another under Federal, State, or common law (See section 14411 et seq. Business and Professions Code) Publish: ES Mountain Views News Dates Pub: JAN 24, 31, FEB 07, 14, 2026 (466, 1551, 684, 1813)
notice-heading: FICTITIOUS BUSINESS NAME STATEMENT File No. 2026013297 (237, 1153, 454, 1176)
legal-notice (1154, 1825, 1371, 1893)
dateline (8, 64, 390, 83)
notice-heading: FICTITIOUS BUSINESS NAME STATEMENT File No. 2026-012252 (1154, 1528, 1371, 1551)
footer-office-phone: Office: 626.355.2737 (558, 2555, 700, 2572)
legal-notice (925, 380, 1142, 652)
